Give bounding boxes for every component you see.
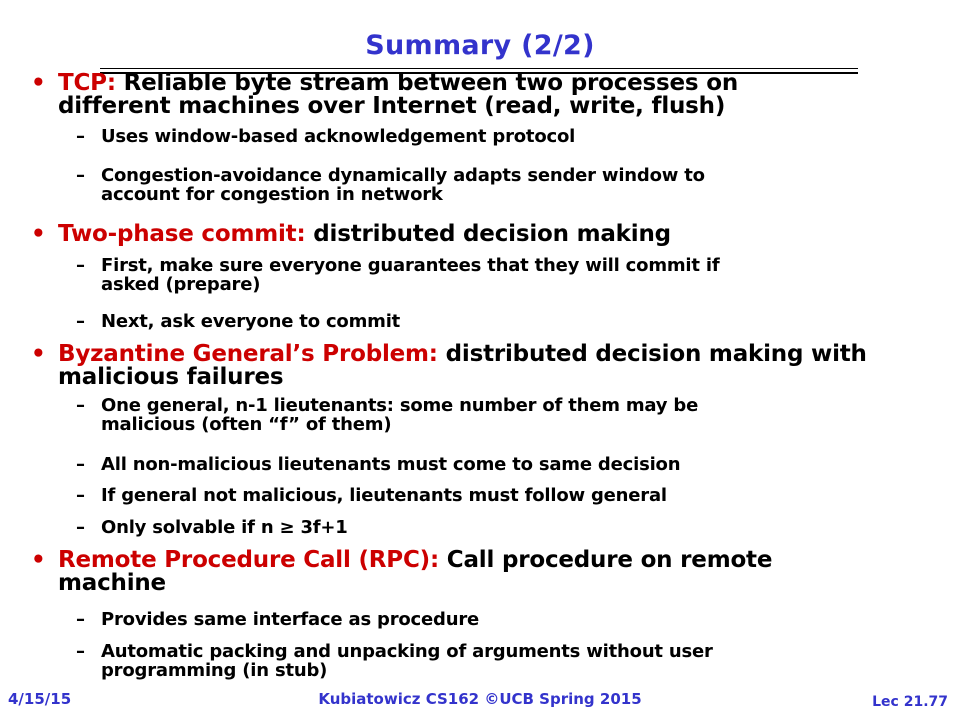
- sub-bullet-line: asked (prepare): [101, 274, 261, 295]
- bullet-line: [58, 95, 948, 118]
- sub-bullet-text: [101, 610, 951, 629]
- bullet-body: distributed decision making: [313, 221, 671, 247]
- sub-bullet-dash: –: [76, 165, 85, 186]
- bullet-text: [58, 223, 948, 246]
- sub-bullet-dash: –: [76, 485, 85, 506]
- sub-bullet-text: [101, 642, 951, 680]
- bullet-line: [58, 549, 948, 572]
- sub-bullet-dash: –: [76, 641, 85, 662]
- sub-bullet-line: Uses window-based acknowledgement protocol: [101, 126, 576, 147]
- sub-bullet-dash: –: [76, 255, 85, 276]
- bullet-marker: •: [31, 70, 46, 96]
- sub-bullet-text: [101, 396, 951, 434]
- sub-bullet-line: account for congestion in network: [101, 184, 443, 205]
- sub-bullet-line: All non-malicious lieutenants must come to same decision: [101, 454, 681, 475]
- sub-bullet-dash: –: [76, 126, 85, 147]
- sub-bullet-text: [101, 312, 951, 331]
- footer-date: 4/15/15: [8, 690, 72, 708]
- slide-title: Summary (2/2): [365, 30, 595, 61]
- bullet-line: [58, 343, 948, 366]
- sub-bullet-dash: –: [76, 517, 85, 538]
- bullet-term: Remote Procedure Call (RPC):: [58, 547, 439, 573]
- footer-lecture: Lec 21.77: [872, 694, 948, 710]
- sub-bullet-line: Congestion-avoidance dynamically adapts sender window to: [101, 165, 705, 186]
- bullet-body: distributed decision making with: [445, 341, 867, 367]
- footer-course: Kubiatowicz CS162 ©UCB Spring 2015: [318, 690, 642, 708]
- bullet-body: Reliable byte stream between two processes on: [123, 70, 738, 96]
- sub-bullet-text: [101, 127, 951, 146]
- bullet-line: [58, 572, 948, 595]
- bullet-text: [58, 72, 948, 118]
- sub-bullet-text: [101, 518, 951, 537]
- bullet-marker: •: [31, 221, 46, 247]
- bullet-body: machine: [58, 570, 166, 596]
- bullet-marker: •: [31, 341, 46, 367]
- bullet-line: [58, 72, 948, 95]
- bullet-term: Byzantine General’s Problem:: [58, 341, 438, 367]
- sub-bullet-line: If general not malicious, lieutenants must follow general: [101, 485, 667, 506]
- sub-bullet-line: Only solvable if n ≥ 3f+1: [101, 517, 348, 538]
- bullet-text: [58, 343, 948, 389]
- sub-bullet-line: Provides same interface as procedure: [101, 609, 480, 630]
- sub-bullet-line: malicious (often “f” of them): [101, 414, 392, 435]
- bullet-marker: •: [31, 547, 46, 573]
- title-rule-thin: [100, 68, 858, 69]
- sub-bullet-line: Automatic packing and unpacking of arguments without user: [101, 641, 713, 662]
- bullet-text: [58, 549, 948, 595]
- bullet-term: TCP:: [58, 70, 116, 96]
- sub-bullet-line: Next, ask everyone to commit: [101, 311, 401, 332]
- sub-bullet-text: [101, 486, 951, 505]
- sub-bullet-dash: –: [76, 609, 85, 630]
- sub-bullet-dash: –: [76, 311, 85, 332]
- sub-bullet-dash: –: [76, 395, 85, 416]
- sub-bullet-dash: –: [76, 454, 85, 475]
- sub-bullet-line: One general, n-1 lieutenants: some number of them may be: [101, 395, 699, 416]
- sub-bullet-line: First, make sure everyone guarantees that they will commit if: [101, 255, 720, 276]
- bullet-body: malicious failures: [58, 364, 284, 390]
- sub-bullet-text: [101, 455, 951, 474]
- bullet-line: [58, 223, 948, 246]
- bullet-term: Two-phase commit:: [58, 221, 306, 247]
- sub-bullet-text: [101, 256, 951, 294]
- sub-bullet-line: programming (in stub): [101, 660, 328, 681]
- bullet-body: different machines over Internet (read, write, flush): [58, 93, 726, 119]
- sub-bullet-text: [101, 166, 951, 204]
- bullet-body: Call procedure on remote: [446, 547, 773, 573]
- bullet-line: [58, 366, 948, 389]
